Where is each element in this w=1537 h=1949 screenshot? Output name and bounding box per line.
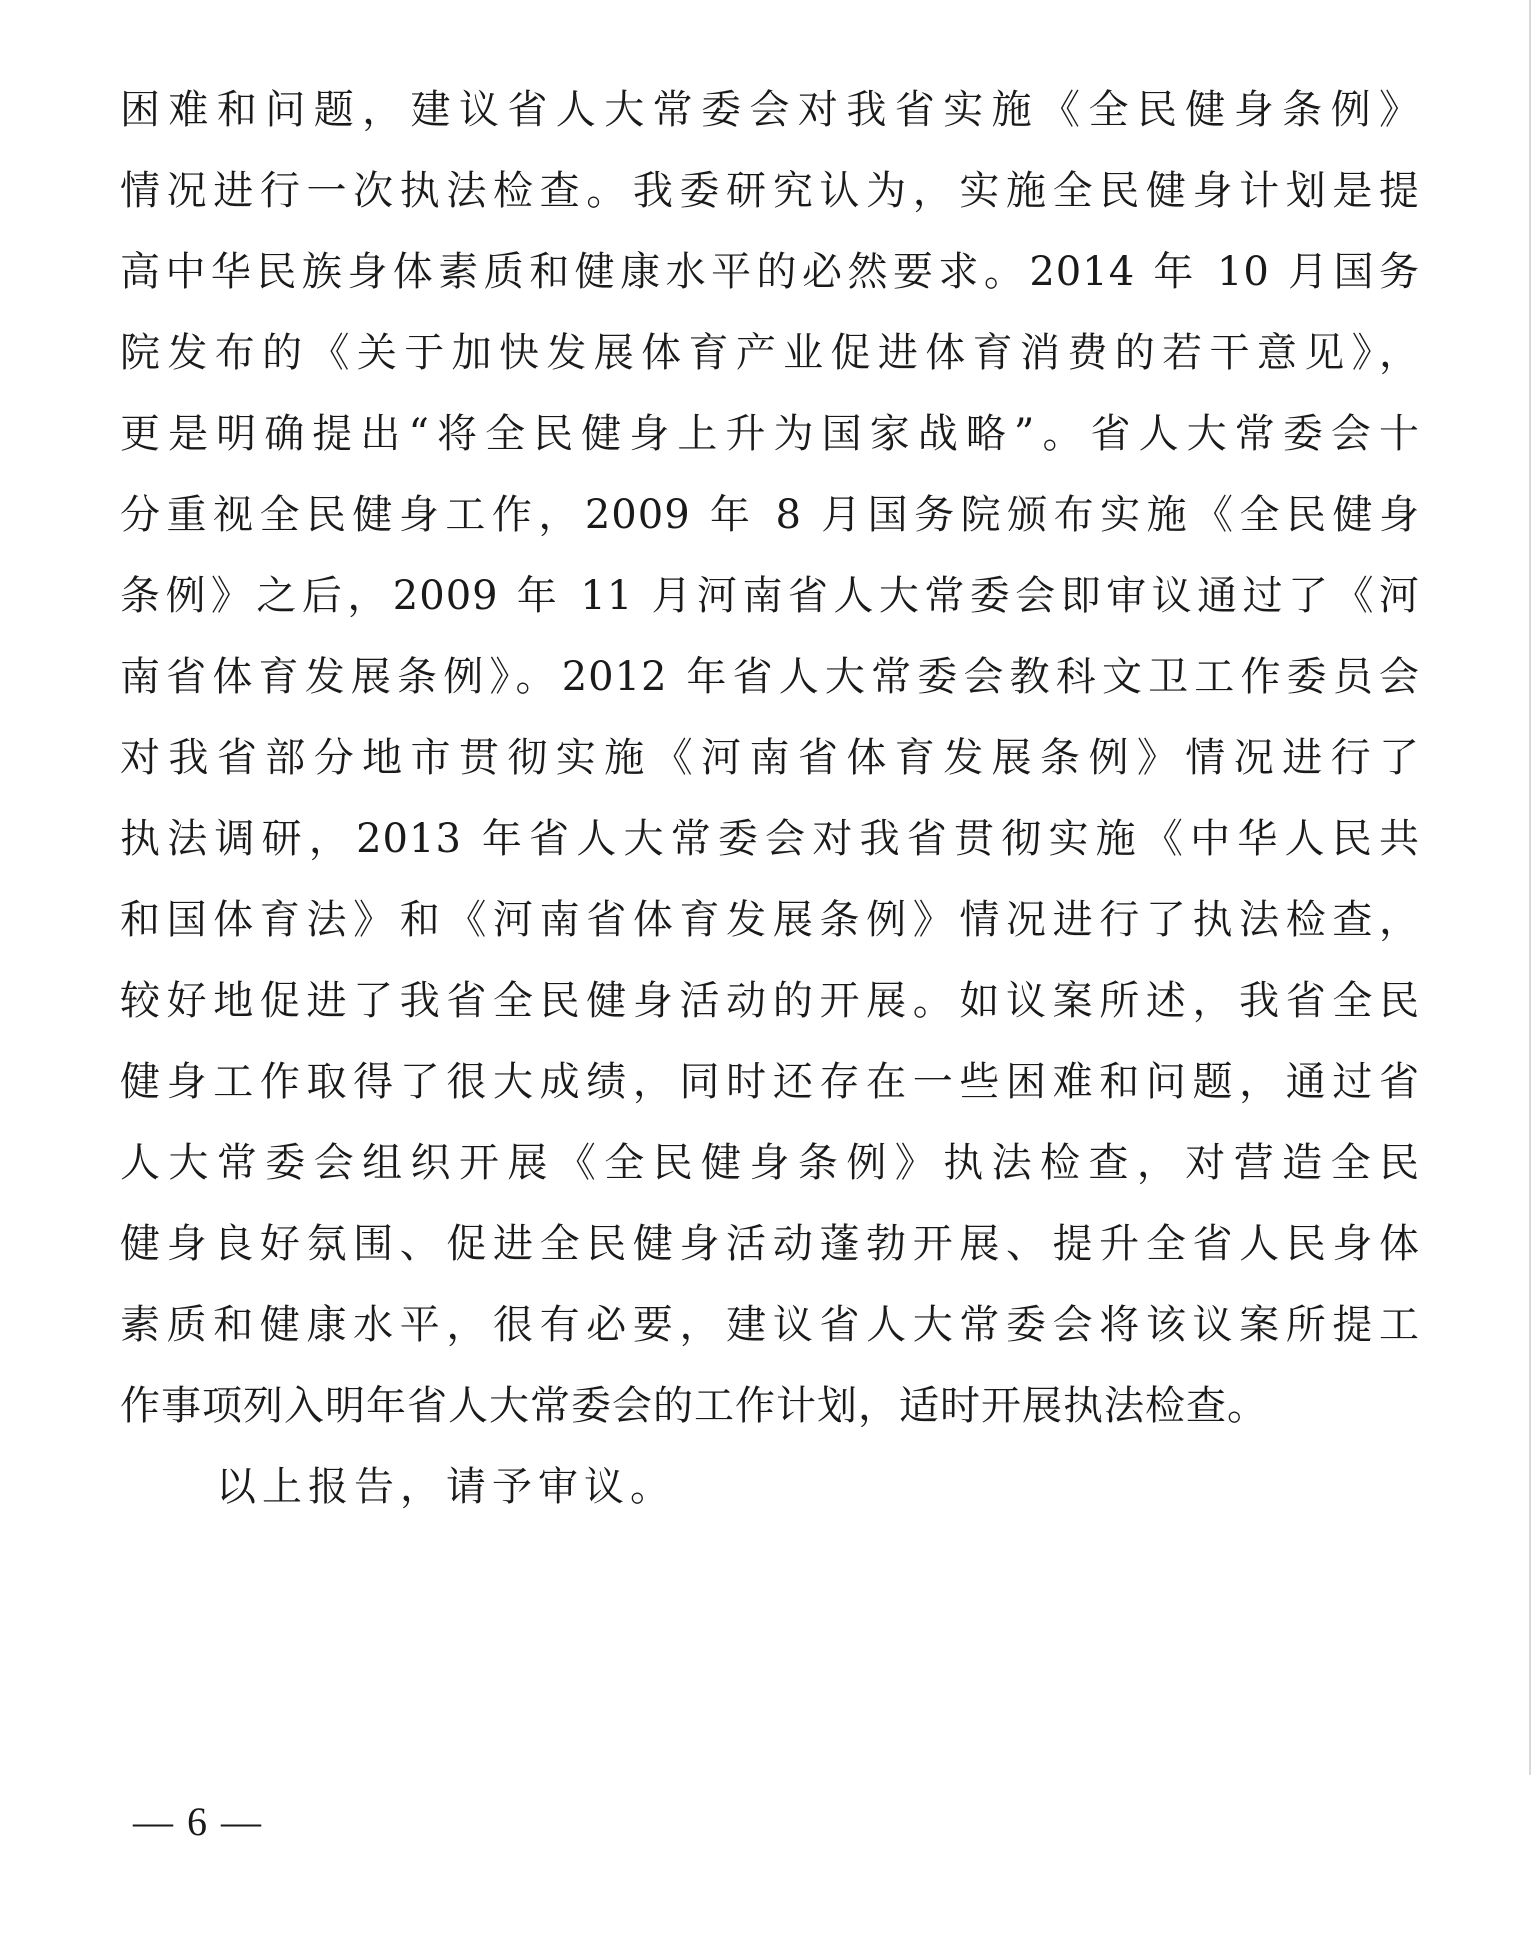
text-line: 分重视全民健身工作，2009 年 8 月国务院颁布实施《全民健身 (120, 492, 1420, 538)
text-line: 南省体育发展条例》。2012 年省人大常委会教科文卫工作委员会 (120, 654, 1420, 700)
text-line: 作事项列入明年省人大常委会的工作计划，适时开展执法检查。 (120, 1383, 1268, 1429)
body-text (120, 70, 1420, 1528)
text-line: 执法调研，2013 年省人大常委会对我省贯彻实施《中华人民共 (120, 816, 1420, 862)
text-line: 人大常委会组织开展《全民健身条例》执法检查，对营造全民 (120, 1140, 1420, 1186)
text-line: 更是明确提出“将全民健身上升为国家战略”。省人大常委会十 (120, 411, 1420, 457)
text-line: 和国体育法》和《河南省体育发展条例》情况进行了执法检查， (120, 897, 1420, 943)
text-line: 健身工作取得了很大成绩，同时还存在一些困难和问题，通过省 (120, 1059, 1420, 1105)
text-line: 健身良好氛围、促进全民健身活动蓬勃开展、提升全省人民身体 (120, 1221, 1420, 1267)
text-line: 院发布的《关于加快发展体育产业促进体育消费的若干意见》， (120, 330, 1420, 376)
page-edge-line (1529, 0, 1531, 1775)
text-line: 情况进行一次执法检查。我委研究认为，实施全民健身计划是提 (120, 168, 1420, 214)
text-line: 条例》之后，2009 年 11 月河南省人大常委会即审议通过了《河 (120, 573, 1420, 619)
text-line: 素质和健康水平，很有必要，建议省人大常委会将该议案所提工 (120, 1302, 1420, 1348)
text-line: 高中华民族身体素质和健康水平的必然要求。2014 年 10 月国务 (120, 249, 1420, 295)
text-line: 对我省部分地市贯彻实施《河南省体育发展条例》情况进行了 (120, 735, 1420, 781)
text-line: 较好地促进了我省全民健身活动的开展。如议案所述，我省全民 (120, 978, 1420, 1024)
closing-line: 以上报告，请予审议。 (216, 1464, 676, 1510)
page-number: — 6 — (133, 1799, 263, 1844)
text-line: 困难和问题，建议省人大常委会对我省实施《全民健身条例》 (120, 87, 1420, 133)
